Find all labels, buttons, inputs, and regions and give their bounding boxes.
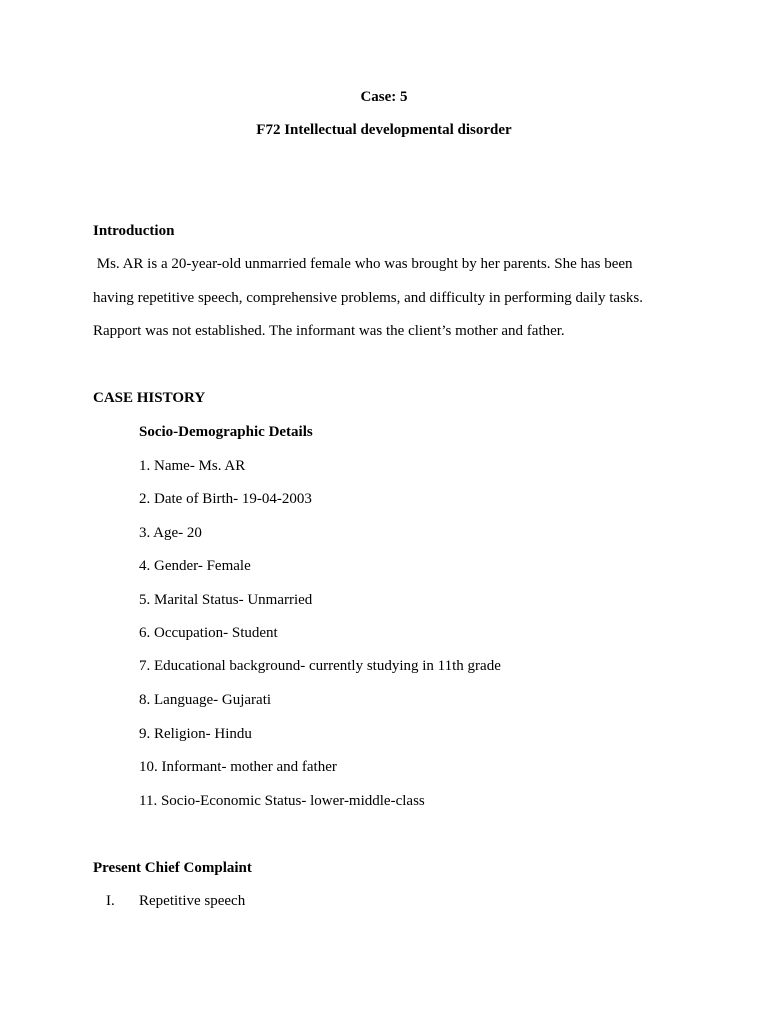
chief-complaint-heading: Present Chief Complaint	[93, 860, 252, 876]
demographic-item: 10. Informant- mother and father	[139, 759, 337, 775]
demographic-item: 7. Educational background- currently studying in 11th grade	[139, 658, 501, 674]
demographic-item: 5. Marital Status- Unmarried	[139, 592, 313, 608]
demographic-item: 9. Religion- Hindu	[139, 726, 252, 742]
case-title: Case: 5	[360, 89, 408, 105]
complaint-numeral: I.	[106, 893, 115, 909]
introduction-heading: Introduction	[93, 223, 175, 239]
demographic-item: 11. Socio-Economic Status- lower-middle-class	[139, 793, 425, 809]
demographic-item: 1. Name- Ms. AR	[139, 458, 246, 474]
introduction-line: Ms. AR is a 20-year-old unmarried female who was brought by her parents. She has been	[93, 256, 633, 272]
demographic-item: 8. Language- Gujarati	[139, 692, 272, 708]
introduction-line: having repetitive speech, comprehensive problems, and difficulty in performing daily tasks.	[93, 290, 643, 306]
complaint-item: Repetitive speech	[139, 893, 246, 909]
diagnosis-title: F72 Intellectual developmental disorder	[256, 122, 512, 138]
introduction-line: Rapport was not established. The informant was the client’s mother and father.	[93, 323, 565, 339]
socio-demographic-subheading: Socio-Demographic Details	[139, 424, 313, 440]
demographic-item: 6. Occupation- Student	[139, 625, 278, 641]
case-history-heading: CASE HISTORY	[93, 390, 206, 406]
demographic-item: 3. Age- 20	[139, 525, 202, 541]
demographic-item: 4. Gender- Female	[139, 558, 251, 574]
demographic-item: 2. Date of Birth- 19-04-2003	[139, 491, 312, 507]
